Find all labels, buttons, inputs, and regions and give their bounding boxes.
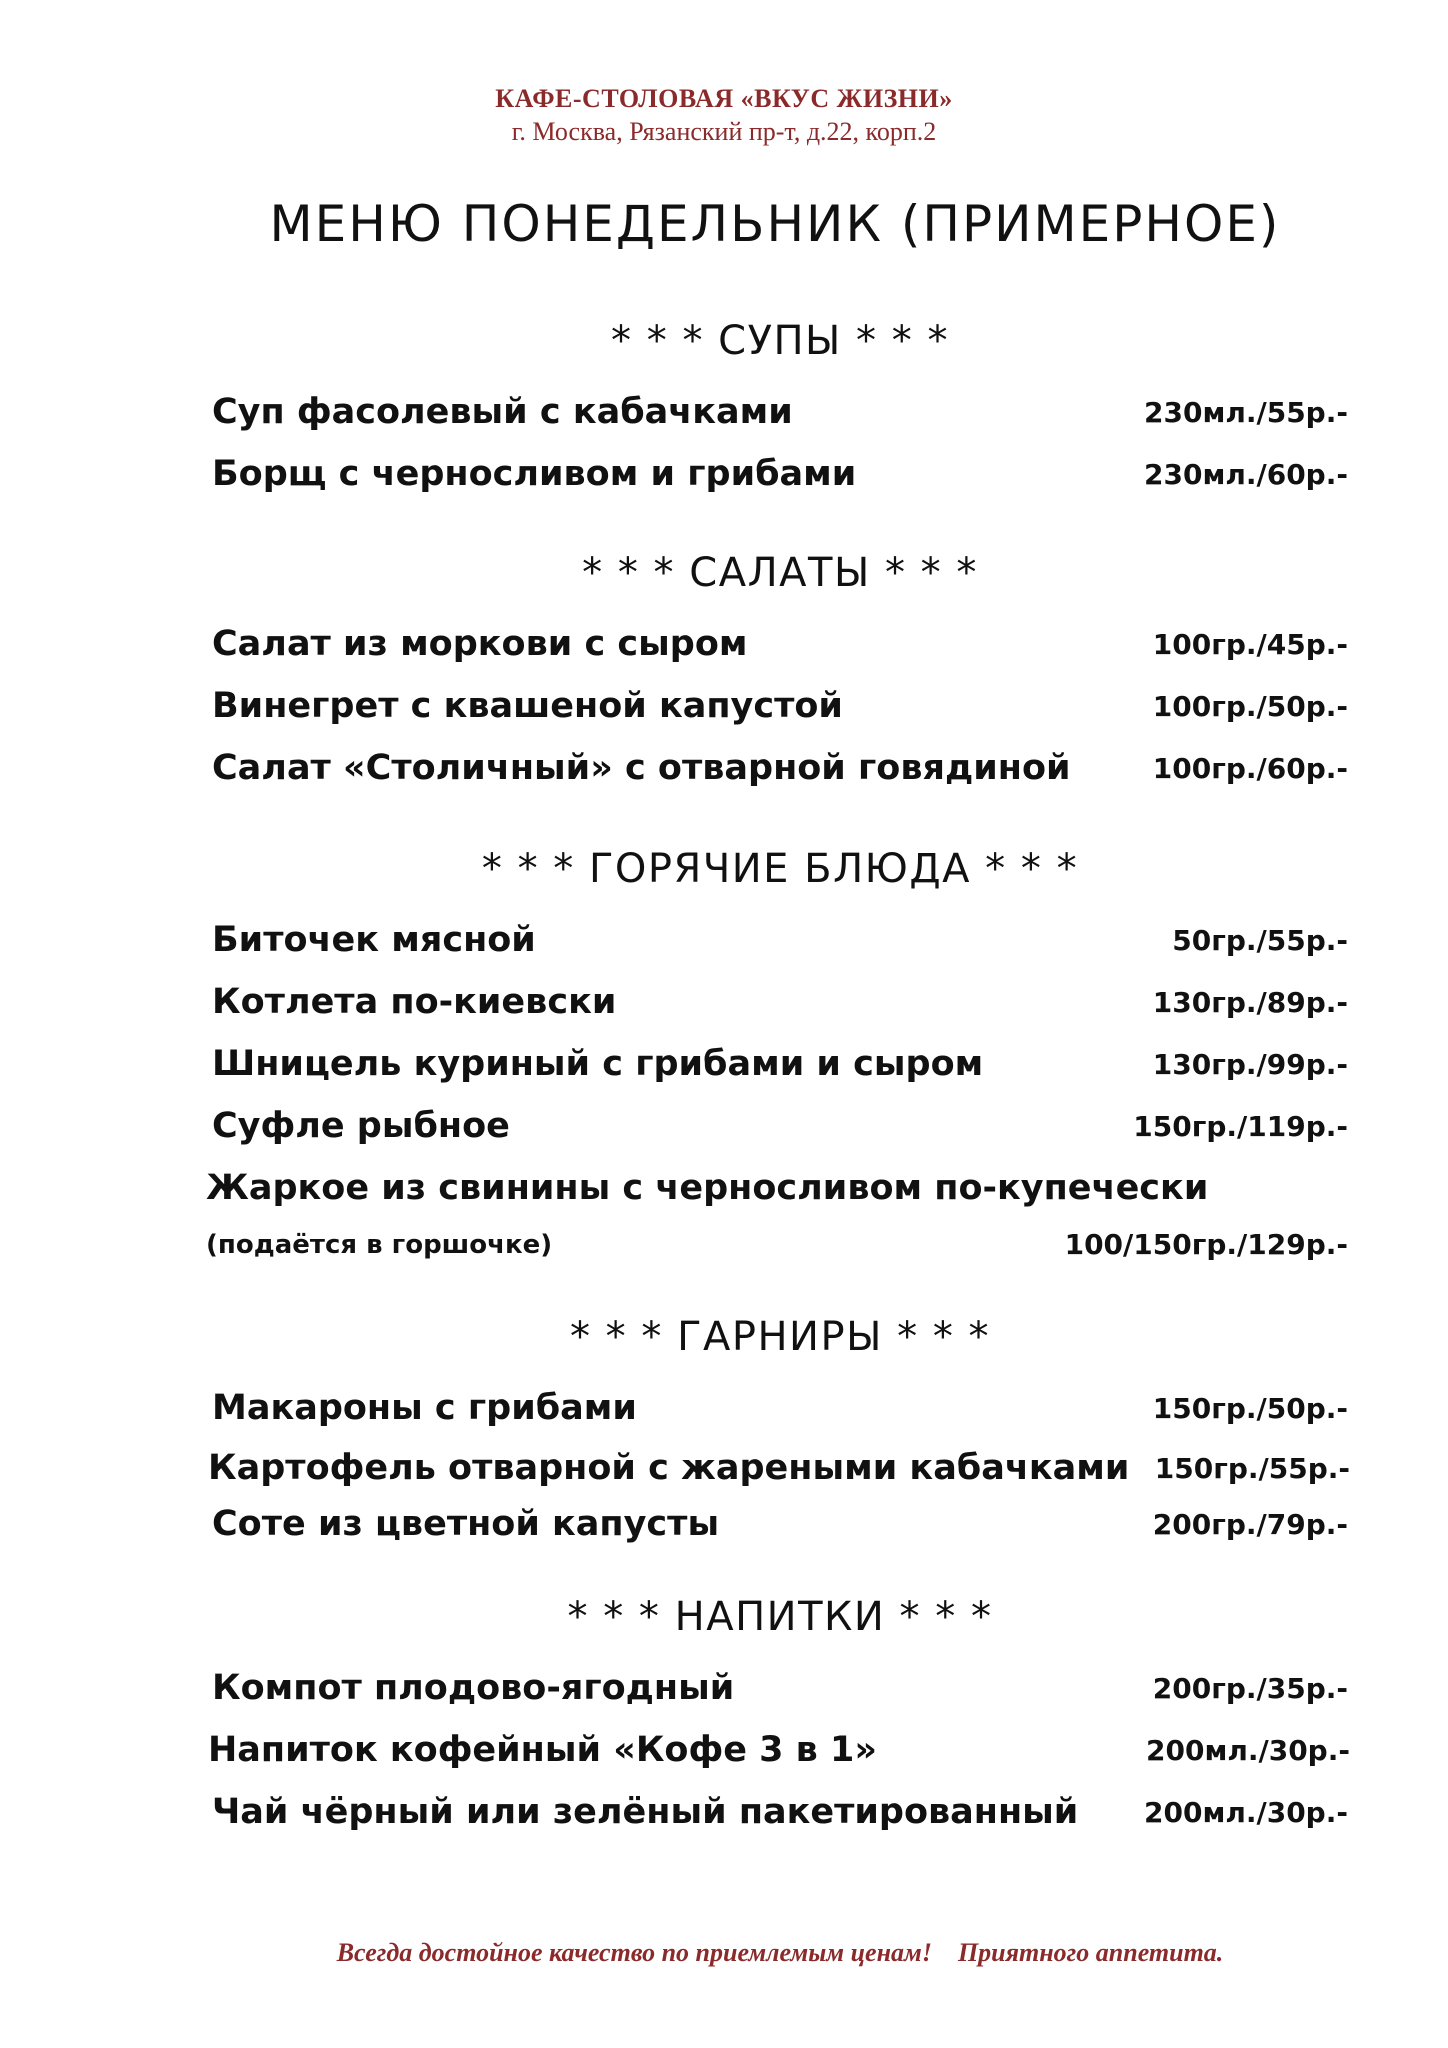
menu-title: МЕНЮ ПОНЕДЕЛЬНИК (ПРИМЕРНОЕ) [269, 195, 1281, 253]
menu-item-price: 100/150гр./129р.- [1064, 1228, 1348, 1261]
menu-item [212, 624, 1348, 674]
menu-item [208, 1730, 1350, 1780]
menu-item-price: 230мл./60р.- [1144, 458, 1348, 491]
cafe-header [0, 82, 1448, 148]
menu-item [212, 1044, 1348, 1094]
menu-item-price: 100гр./50р.- [1152, 690, 1348, 723]
menu-item-price: 200гр./79р.- [1152, 1508, 1348, 1541]
menu-item-price: 130гр./99р.- [1152, 1048, 1348, 1081]
menu-item-name: Шницель куриный с грибами и сыром [212, 1044, 984, 1084]
menu-item-price: 150гр./55р.- [1154, 1452, 1350, 1485]
menu-item-name: Салат «Столичный» с отварной говядиной [212, 748, 1071, 788]
footer-wish: Приятного аппетита. [957, 1938, 1224, 1967]
footer-slogan: Всегда достойное качество по приемлемым ценам! [336, 1938, 932, 1967]
menu-item-price: 230мл./55р.- [1144, 396, 1348, 429]
section-heading-salads: * * * САЛАТЫ * * * [582, 550, 978, 596]
section-heading-hot-dishes: * * * ГОРЯЧИЕ БЛЮДА * * * [481, 846, 1079, 892]
menu-item-price: 200гр./35р.- [1152, 1672, 1348, 1705]
menu-item-name: Салат из моркови с сыром [212, 624, 748, 664]
menu-item-name: Суфле рыбное [212, 1106, 510, 1146]
menu-item-price: 100гр./45р.- [1152, 628, 1348, 661]
menu-item-name: Винегрет с квашеной капустой [212, 686, 843, 726]
footer-tagline [0, 1938, 1448, 1968]
menu-item-name: Чай чёрный или зелёный пакетированный [212, 1792, 1079, 1832]
menu-item [212, 1388, 1348, 1438]
menu-item [212, 748, 1348, 798]
menu-item [212, 1792, 1348, 1842]
menu-item-name: Суп фасолевый с кабачками [212, 392, 793, 432]
section-heading-drinks: * * * НАПИТКИ * * * [567, 1594, 993, 1640]
menu-item [208, 1448, 1350, 1498]
menu-item-name: Котлета по-киевски [212, 982, 617, 1022]
menu-item-name: Макароны с грибами [212, 1388, 637, 1428]
menu-item-name: Напиток кофейный «Кофе 3 в 1» [208, 1730, 877, 1770]
menu-item-note: (подаётся в горшочке) [206, 1230, 553, 1260]
menu-item-name: Биточек мясной [212, 920, 536, 960]
menu-item [212, 982, 1348, 1032]
menu-item-price: 50гр./55р.- [1172, 924, 1348, 957]
menu-item-price: 150гр./119р.- [1133, 1110, 1348, 1143]
menu-item-name: Соте из цветной капусты [212, 1504, 720, 1544]
menu-item [212, 686, 1348, 736]
menu-item-name: Жаркое из свинины с черносливом по-купечески [206, 1168, 1209, 1208]
menu-item-name: Картофель отварной с жареными кабачками [208, 1448, 1130, 1488]
menu-item-name: Компот плодово-ягодный [212, 1668, 735, 1708]
menu-item [212, 920, 1348, 970]
menu-item-price: 200мл./30р.- [1144, 1796, 1348, 1829]
section-heading-sides: * * * ГАРНИРЫ * * * [569, 1314, 991, 1360]
menu-item [212, 1106, 1348, 1156]
menu-item [212, 392, 1348, 442]
section-heading-soups: * * * СУПЫ * * * [611, 318, 949, 364]
menu-item-price: 200мл./30р.- [1146, 1734, 1350, 1767]
cafe-name: КАФЕ-СТОЛОВАЯ «ВКУС ЖИЗНИ» [495, 84, 953, 113]
menu-item-note-row [206, 1224, 1348, 1274]
menu-item [212, 1668, 1348, 1718]
menu-item-price: 150гр./50р.- [1152, 1392, 1348, 1425]
menu-item-price: 130гр./89р.- [1152, 986, 1348, 1019]
menu-item [212, 1504, 1348, 1554]
menu-item [212, 454, 1348, 504]
menu-item [206, 1168, 1342, 1218]
menu-item-name: Борщ с черносливом и грибами [212, 454, 857, 494]
menu-item-price: 100гр./60р.- [1152, 752, 1348, 785]
cafe-address: г. Москва, Рязанский пр-т, д.22, корп.2 [511, 117, 937, 146]
